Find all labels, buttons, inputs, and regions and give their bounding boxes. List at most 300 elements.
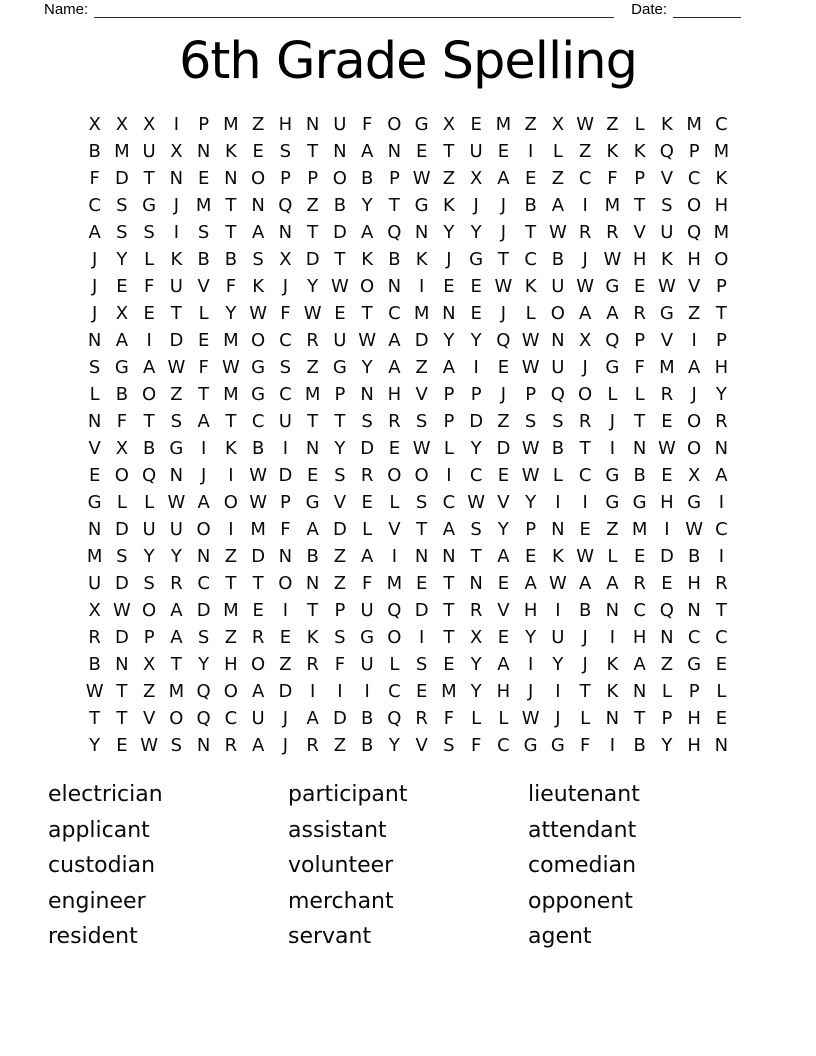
grid-letter: L bbox=[552, 465, 563, 486]
grid-letter: T bbox=[634, 195, 646, 216]
grid-letter: D bbox=[278, 681, 293, 702]
word-item: resident bbox=[48, 924, 138, 950]
grid-letter: X bbox=[115, 303, 129, 324]
grid-letter: D bbox=[251, 546, 266, 567]
grid-letter: J bbox=[555, 708, 561, 729]
grid-letter: I bbox=[609, 438, 616, 459]
grid-letter: L bbox=[498, 708, 509, 729]
grid-letter: R bbox=[415, 708, 428, 729]
word-item: agent bbox=[528, 924, 592, 950]
grid-letter: E bbox=[470, 303, 482, 324]
grid-letter: M bbox=[223, 330, 239, 351]
grid-letter: O bbox=[114, 465, 129, 486]
grid-letter: M bbox=[495, 114, 512, 135]
grid-letter: F bbox=[198, 357, 209, 378]
grid-letter: E bbox=[633, 546, 646, 567]
grid-row bbox=[81, 300, 735, 327]
grid-letter: H bbox=[632, 249, 647, 270]
grid-letter: W bbox=[685, 519, 704, 540]
grid-letter: Q bbox=[387, 600, 402, 621]
word-list-column bbox=[48, 777, 288, 955]
name-blank-line bbox=[94, 3, 614, 18]
grid-letter: W bbox=[467, 492, 486, 513]
header bbox=[44, 1, 741, 18]
grid-letter: D bbox=[114, 519, 129, 540]
grid-letter: W bbox=[303, 303, 322, 324]
grid-letter: U bbox=[333, 114, 347, 135]
grid-letter: Z bbox=[170, 384, 183, 405]
word-item: attendant bbox=[528, 817, 637, 843]
grid-letter: W bbox=[358, 330, 377, 351]
grid-letter: O bbox=[387, 465, 402, 486]
grid-letter: R bbox=[578, 411, 592, 432]
grid-letter: N bbox=[278, 222, 293, 243]
grid-letter: Y bbox=[198, 654, 210, 675]
grid-letter: J bbox=[582, 249, 588, 270]
grid-letter: E bbox=[661, 465, 673, 486]
grid-letter: M bbox=[304, 384, 321, 405]
grid-letter: I bbox=[173, 114, 180, 135]
grid-letter: W bbox=[249, 492, 268, 513]
grid-letter: Z bbox=[687, 303, 701, 324]
grid-letter: Z bbox=[251, 114, 265, 135]
grid-letter: E bbox=[415, 573, 428, 594]
grid-letter: S bbox=[143, 573, 155, 594]
grid-letter: U bbox=[551, 276, 565, 297]
grid-letter: O bbox=[360, 276, 375, 297]
grid-letter: A bbox=[306, 708, 319, 729]
grid-letter: S bbox=[252, 249, 264, 270]
date-label: Date: bbox=[631, 1, 667, 18]
grid-letter: Y bbox=[361, 357, 373, 378]
grid-letter: C bbox=[469, 465, 483, 486]
grid-letter: I bbox=[446, 465, 452, 486]
grid-letter: U bbox=[169, 276, 183, 297]
grid-letter: F bbox=[280, 519, 291, 540]
grid-letter: L bbox=[580, 708, 591, 729]
grid-letter: Y bbox=[497, 519, 509, 540]
grid-letter: E bbox=[388, 438, 401, 459]
grid-letter: U bbox=[88, 573, 102, 594]
grid-letter: S bbox=[116, 222, 128, 243]
grid-letter: D bbox=[332, 708, 347, 729]
grid-letter: U bbox=[251, 708, 265, 729]
word-item: lieutenant bbox=[528, 782, 640, 807]
grid-row bbox=[81, 516, 735, 543]
grid-letter: X bbox=[142, 114, 156, 135]
grid-letter: X bbox=[551, 114, 565, 135]
grid-letter: E bbox=[497, 141, 510, 162]
grid-letter: Y bbox=[525, 492, 537, 513]
grid-letter: R bbox=[633, 573, 646, 594]
grid-letter: V bbox=[687, 276, 701, 297]
grid-letter: D bbox=[196, 600, 211, 621]
grid-letter: L bbox=[144, 249, 155, 270]
grid-letter: K bbox=[606, 141, 619, 162]
grid-letter: N bbox=[224, 168, 238, 189]
grid-letter: E bbox=[633, 276, 646, 297]
grid-letter: L bbox=[661, 681, 672, 702]
grid-letter: F bbox=[443, 708, 455, 729]
grid-letter: T bbox=[116, 681, 128, 702]
grid-letter: Y bbox=[89, 735, 101, 756]
grid-letter: U bbox=[551, 357, 565, 378]
grid-letter: W bbox=[85, 681, 104, 702]
grid-letter: A bbox=[170, 627, 183, 648]
grid-letter: K bbox=[633, 141, 646, 162]
grid-letter: P bbox=[388, 168, 400, 189]
grid-letter: P bbox=[279, 492, 291, 513]
word-list-column bbox=[528, 777, 768, 955]
grid-letter: D bbox=[114, 573, 129, 594]
word-item: applicant bbox=[48, 817, 150, 843]
grid-letter: S bbox=[116, 195, 128, 216]
grid-letter: E bbox=[88, 465, 101, 486]
grid-row bbox=[81, 246, 735, 273]
grid-letter: J bbox=[446, 249, 452, 270]
word-item: engineer bbox=[48, 888, 146, 914]
grid-letter: O bbox=[142, 384, 157, 405]
grid-letter: K bbox=[224, 141, 237, 162]
grid-letter: I bbox=[582, 195, 588, 216]
grid-letter: T bbox=[579, 438, 591, 459]
grid-letter: F bbox=[280, 303, 291, 324]
grid-letter: N bbox=[115, 654, 129, 675]
grid-letter: M bbox=[114, 141, 130, 162]
grid-letter: L bbox=[607, 546, 618, 567]
grid-letter: A bbox=[578, 573, 592, 594]
grid-letter: M bbox=[713, 141, 730, 162]
grid-letter: Q bbox=[196, 681, 211, 702]
word-item: merchant bbox=[288, 888, 394, 914]
grid-letter: R bbox=[360, 465, 374, 486]
grid-letter: X bbox=[115, 438, 129, 459]
grid-letter: Y bbox=[552, 654, 564, 675]
grid-letter: S bbox=[415, 411, 428, 432]
grid-letter: I bbox=[228, 519, 234, 540]
grid-letter: C bbox=[251, 411, 265, 432]
grid-letter: O bbox=[251, 330, 266, 351]
grid-letter: H bbox=[278, 114, 293, 135]
grid-letter: S bbox=[415, 492, 428, 513]
word-item: custodian bbox=[48, 853, 156, 879]
grid-letter: M bbox=[441, 681, 457, 702]
grid-letter: B bbox=[388, 249, 401, 270]
grid-letter: C bbox=[578, 168, 592, 189]
grid-letter: C bbox=[197, 573, 210, 594]
grid-letter: N bbox=[469, 573, 483, 594]
word-item: assistant bbox=[288, 817, 387, 843]
grid-letter: Z bbox=[551, 168, 565, 189]
grid-letter: O bbox=[169, 708, 184, 729]
grid-letter: T bbox=[443, 627, 455, 648]
grid-letter: O bbox=[687, 411, 702, 432]
grid-letter: Q bbox=[659, 600, 674, 621]
grid-letter: V bbox=[415, 735, 428, 756]
grid-letter: E bbox=[197, 330, 210, 351]
grid-letter: C bbox=[524, 249, 537, 270]
date-blank-line bbox=[673, 3, 741, 18]
grid-letter: N bbox=[251, 195, 265, 216]
grid-letter: U bbox=[169, 519, 183, 540]
grid-letter: J bbox=[91, 303, 98, 324]
grid-letter: T bbox=[307, 222, 319, 243]
grid-letter: Z bbox=[660, 654, 674, 675]
grid-letter: M bbox=[223, 384, 239, 405]
grid-letter: E bbox=[524, 546, 537, 567]
grid-letter: E bbox=[470, 276, 482, 297]
grid-letter: N bbox=[605, 600, 620, 621]
grid-row bbox=[81, 111, 735, 138]
grid-letter: B bbox=[88, 654, 101, 675]
grid-letter: L bbox=[144, 492, 155, 513]
grid-letter: A bbox=[197, 411, 210, 432]
grid-letter: N bbox=[305, 438, 320, 459]
grid-row bbox=[81, 543, 735, 570]
grid-letter: T bbox=[334, 249, 346, 270]
grid-letter: H bbox=[687, 735, 701, 756]
word-item: servant bbox=[288, 924, 372, 950]
grid-letter: K bbox=[606, 681, 619, 702]
grid-letter: W bbox=[521, 330, 540, 351]
grid-letter: B bbox=[333, 195, 347, 216]
grid-letter: A bbox=[524, 573, 537, 594]
grid-letter: E bbox=[524, 168, 537, 189]
grid-letter: Y bbox=[470, 654, 482, 675]
grid-letter: S bbox=[552, 411, 564, 432]
grid-letter: A bbox=[442, 357, 456, 378]
grid-letter: A bbox=[497, 654, 510, 675]
word-item: participant bbox=[288, 782, 408, 807]
grid-letter: Q bbox=[387, 222, 402, 243]
grid-letter: R bbox=[224, 735, 238, 756]
grid-letter: M bbox=[168, 681, 185, 702]
grid-letter: S bbox=[470, 519, 482, 540]
grid-letter: S bbox=[116, 546, 128, 567]
grid-letter: G bbox=[142, 195, 157, 216]
grid-letter: H bbox=[632, 627, 647, 648]
grid-letter: G bbox=[469, 249, 484, 270]
grid-letter: A bbox=[388, 357, 401, 378]
grid-letter: Z bbox=[279, 654, 292, 675]
grid-letter: Q bbox=[196, 708, 211, 729]
grid-letter: Z bbox=[578, 141, 592, 162]
grid-letter: J bbox=[282, 735, 289, 756]
grid-letter: N bbox=[387, 276, 402, 297]
grid-letter: D bbox=[169, 330, 184, 351]
grid-letter: S bbox=[415, 654, 428, 675]
grid-letter: G bbox=[414, 195, 429, 216]
grid-letter: D bbox=[659, 546, 674, 567]
grid-letter: O bbox=[578, 384, 593, 405]
grid-letter: T bbox=[443, 600, 455, 621]
grid-letter: B bbox=[551, 438, 565, 459]
grid-letter: U bbox=[360, 600, 374, 621]
grid-letter: C bbox=[279, 330, 292, 351]
grid-letter: Q bbox=[605, 330, 620, 351]
grid-letter: Z bbox=[333, 573, 347, 594]
grid-letter: I bbox=[173, 222, 180, 243]
grid-letter: Z bbox=[606, 519, 619, 540]
grid-letter: Y bbox=[361, 195, 373, 216]
grid-row bbox=[81, 138, 735, 165]
grid-letter: L bbox=[634, 114, 645, 135]
name-label: Name: bbox=[44, 1, 89, 18]
word-item: opponent bbox=[528, 888, 633, 914]
grid-letter: Y bbox=[143, 546, 155, 567]
grid-letter: P bbox=[443, 411, 455, 432]
grid-letter: O bbox=[387, 114, 402, 135]
grid-row bbox=[81, 327, 735, 354]
grid-letter: X bbox=[578, 330, 592, 351]
grid-letter: G bbox=[687, 492, 702, 513]
grid-letter: O bbox=[278, 573, 293, 594]
grid-letter: E bbox=[279, 627, 292, 648]
grid-letter: Y bbox=[443, 222, 455, 243]
grid-letter: B bbox=[115, 384, 129, 405]
grid-letter: Z bbox=[333, 546, 347, 567]
grid-letter: T bbox=[89, 708, 101, 729]
grid-letter: Y bbox=[307, 276, 319, 297]
grid-letter: Q bbox=[659, 141, 674, 162]
grid-letter: J bbox=[500, 222, 507, 243]
grid-letter: E bbox=[661, 411, 673, 432]
grid-letter: E bbox=[197, 168, 210, 189]
grid-letter: T bbox=[715, 600, 727, 621]
grid-letter: P bbox=[443, 384, 455, 405]
grid-letter: D bbox=[114, 627, 129, 648]
grid-letter: X bbox=[469, 627, 483, 648]
grid-letter: R bbox=[633, 303, 646, 324]
grid-letter: U bbox=[142, 141, 156, 162]
grid-letter: N bbox=[305, 573, 320, 594]
grid-letter: S bbox=[170, 411, 183, 432]
grid-letter: M bbox=[86, 546, 103, 567]
grid-letter: P bbox=[470, 384, 482, 405]
grid-letter: O bbox=[387, 627, 402, 648]
grid-letter: U bbox=[660, 222, 674, 243]
grid-letter: Q bbox=[550, 384, 565, 405]
grid-letter: U bbox=[360, 654, 374, 675]
grid-letter: S bbox=[170, 735, 183, 756]
grid-letter: L bbox=[198, 303, 209, 324]
word-item: electrician bbox=[48, 782, 163, 807]
grid-letter: A bbox=[306, 519, 319, 540]
grid-letter: A bbox=[360, 222, 374, 243]
grid-letter: Y bbox=[225, 303, 237, 324]
grid-letter: J bbox=[500, 195, 507, 216]
grid-letter: T bbox=[579, 681, 591, 702]
grid-letter: S bbox=[143, 222, 155, 243]
grid-letter: V bbox=[415, 384, 428, 405]
grid-letter: D bbox=[332, 519, 347, 540]
grid-letter: T bbox=[525, 222, 537, 243]
grid-letter: R bbox=[660, 384, 674, 405]
grid-letter: Y bbox=[715, 384, 727, 405]
grid-letter: A bbox=[360, 546, 374, 567]
grid-letter: D bbox=[114, 168, 129, 189]
grid-letter: A bbox=[687, 357, 701, 378]
grid-letter: T bbox=[634, 411, 646, 432]
grid-letter: H bbox=[687, 573, 701, 594]
grid-letter: L bbox=[362, 519, 373, 540]
grid-letter: X bbox=[142, 654, 156, 675]
grid-letter: E bbox=[497, 573, 510, 594]
grid-letter: Q bbox=[496, 330, 511, 351]
grid-letter: Y bbox=[334, 438, 346, 459]
grid-letter: G bbox=[523, 735, 538, 756]
grid-letter: I bbox=[228, 465, 234, 486]
grid-letter: T bbox=[443, 141, 455, 162]
grid-letter: X bbox=[469, 168, 483, 189]
grid-letter: G bbox=[251, 384, 266, 405]
grid-letter: H bbox=[714, 357, 729, 378]
grid-letter: B bbox=[687, 546, 701, 567]
grid-letter: N bbox=[196, 735, 211, 756]
grid-letter: I bbox=[609, 735, 616, 756]
grid-letter: J bbox=[500, 384, 507, 405]
grid-letter: B bbox=[197, 249, 210, 270]
grid-letter: N bbox=[87, 411, 102, 432]
grid-letter: A bbox=[197, 492, 210, 513]
grid-letter: F bbox=[634, 357, 645, 378]
grid-letter: G bbox=[332, 357, 347, 378]
grid-letter: B bbox=[524, 195, 537, 216]
grid-letter: M bbox=[713, 222, 730, 243]
grid-letter: I bbox=[609, 627, 616, 648]
grid-letter: I bbox=[364, 681, 370, 702]
grid-letter: N bbox=[278, 546, 293, 567]
grid-letter: B bbox=[578, 600, 592, 621]
grid-letter: D bbox=[496, 438, 511, 459]
grid-letter: R bbox=[469, 600, 483, 621]
grid-letter: G bbox=[605, 357, 620, 378]
grid-letter: I bbox=[527, 654, 534, 675]
grid-letter: S bbox=[661, 195, 673, 216]
grid-letter: F bbox=[89, 168, 100, 189]
grid-letter: V bbox=[633, 222, 646, 243]
grid-letter: Y bbox=[470, 330, 482, 351]
grid-letter: A bbox=[360, 141, 374, 162]
grid-letter: G bbox=[114, 357, 129, 378]
grid-letter: J bbox=[527, 681, 534, 702]
grid-letter: W bbox=[249, 303, 268, 324]
grid-letter: O bbox=[687, 438, 702, 459]
grid-letter: T bbox=[416, 519, 428, 540]
grid-letter: T bbox=[225, 411, 237, 432]
grid-letter: E bbox=[497, 627, 510, 648]
grid-letter: W bbox=[249, 465, 268, 486]
grid-letter: K bbox=[606, 654, 619, 675]
grid-letter: Z bbox=[306, 195, 319, 216]
grid-letter: O bbox=[414, 465, 429, 486]
grid-letter: T bbox=[634, 708, 646, 729]
grid-letter: R bbox=[170, 573, 183, 594]
page-title: 6th Grade Spelling bbox=[178, 32, 637, 91]
grid-letter: S bbox=[197, 627, 210, 648]
grid-letter: E bbox=[579, 519, 591, 540]
grid-letter: G bbox=[632, 492, 647, 513]
grid-letter: G bbox=[659, 303, 674, 324]
grid-row bbox=[81, 165, 735, 192]
grid-letter: O bbox=[142, 600, 157, 621]
grid-letter: O bbox=[196, 519, 211, 540]
grid-letter: N bbox=[632, 438, 647, 459]
grid-letter: T bbox=[170, 303, 182, 324]
grid-letter: Z bbox=[224, 546, 238, 567]
grid-letter: Z bbox=[333, 735, 347, 756]
grid-letter: R bbox=[88, 627, 101, 648]
